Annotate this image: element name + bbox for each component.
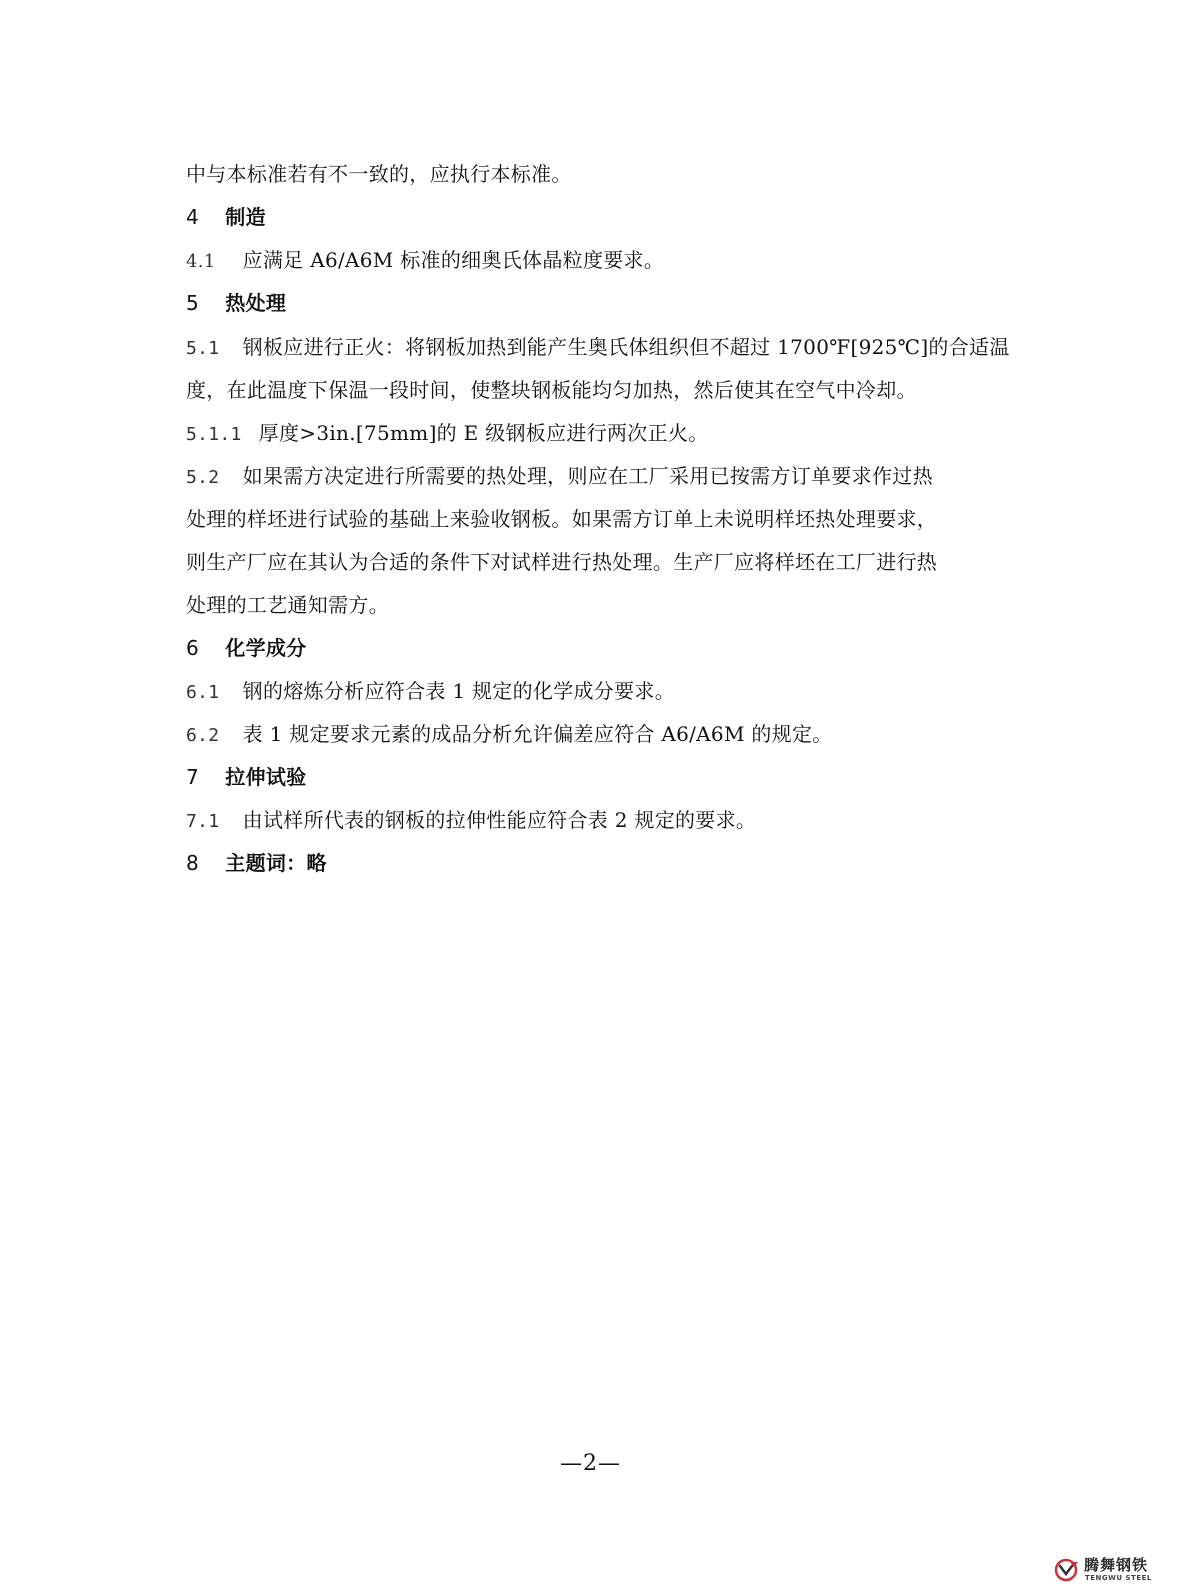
clause-5-1-continuation [186, 376, 1006, 404]
clause-5-2 [186, 462, 1006, 492]
section-title: 主题词：略 [225, 851, 327, 875]
section-number: 8 [186, 851, 200, 875]
line-text: 则生产厂应在其认为合适的条件下对试样进行热处理。生产厂应将样坯在工厂进行热 [186, 550, 938, 574]
brand-name-en: TENGWU STEEL [1085, 1574, 1152, 1582]
page-number: —2— [560, 1451, 621, 1476]
brand-name-cn: 腾舞钢铁 [1084, 1556, 1149, 1574]
line-text: 处理的样坯进行试验的基础上来验收钢板。如果需方订单上未说明样坯热处理要求， [186, 507, 938, 531]
clause-text: 钢的熔炼分析应符合表 1 规定的化学成分要求。 [242, 679, 676, 703]
section-number: 7 [186, 765, 200, 789]
section-heading-tensile-test [186, 763, 1006, 791]
clause-6-2 [186, 720, 1006, 750]
clause-5-2-continuation [186, 505, 1006, 533]
clause-text: 钢板应进行正火：将钢板加热到能产生奥氏体组织但不超过 1700℉[925℃]的合适温 [242, 335, 1010, 359]
clause-5-1 [186, 333, 1010, 363]
section-title: 拉伸试验 [225, 765, 307, 789]
clause-number: 6.2 [186, 725, 220, 746]
section-number: 6 [186, 636, 200, 660]
section-heading-heat-treatment [186, 289, 1006, 317]
clause-4-1 [186, 246, 1006, 276]
line-text: 处理的工艺通知需方。 [186, 593, 389, 617]
clause-text: 表 1 规定要求元素的成品分析允许偏差应符合 A6/A6M 的规定。 [242, 722, 833, 746]
section-number: 4 [186, 205, 200, 229]
clause-text: 如果需方决定进行所需要的热处理，则应在工厂采用已按需方订单要求作过热 [242, 464, 933, 488]
clause-5-1-1 [186, 419, 1006, 449]
section-number: 5 [186, 291, 200, 315]
clause-text: 应满足 A6/A6M 标准的细奥氏体晶粒度要求。 [242, 248, 665, 272]
section-title: 制造 [225, 205, 266, 229]
clause-7-1 [186, 806, 1006, 836]
brand-watermark [1054, 1556, 1174, 1586]
clause-6-1 [186, 677, 1006, 707]
section-title: 热处理 [225, 291, 287, 315]
clause-number: 6.1 [186, 682, 220, 703]
clause-number: 4.1 [186, 251, 216, 272]
paragraph-continuation-line [186, 160, 1006, 188]
clause-text: 厚度>3in.[75mm]的 E 级钢板应进行两次正火。 [258, 421, 709, 445]
section-title: 化学成分 [225, 636, 307, 660]
clause-5-2-continuation [186, 548, 1006, 576]
clause-5-2-continuation [186, 591, 1006, 619]
clause-number: 5.1 [186, 338, 220, 359]
section-heading-keywords [186, 849, 1006, 877]
section-heading-chemical-composition [186, 634, 1006, 662]
section-heading-manufacture [186, 203, 1006, 231]
line-text: 中与本标准若有不一致的，应执行本标准。 [186, 162, 572, 186]
clause-number: 7.1 [186, 811, 220, 832]
clause-number: 5.2 [186, 467, 220, 488]
clause-text: 由试样所代表的钢板的拉伸性能应符合表 2 规定的要求。 [242, 808, 757, 832]
tengwu-logo-icon [1054, 1558, 1080, 1582]
line-text: 度，在此温度下保温一段时间，使整块钢板能均匀加热，然后使其在空气中冷却。 [186, 378, 917, 402]
clause-number: 5.1.1 [186, 424, 242, 445]
